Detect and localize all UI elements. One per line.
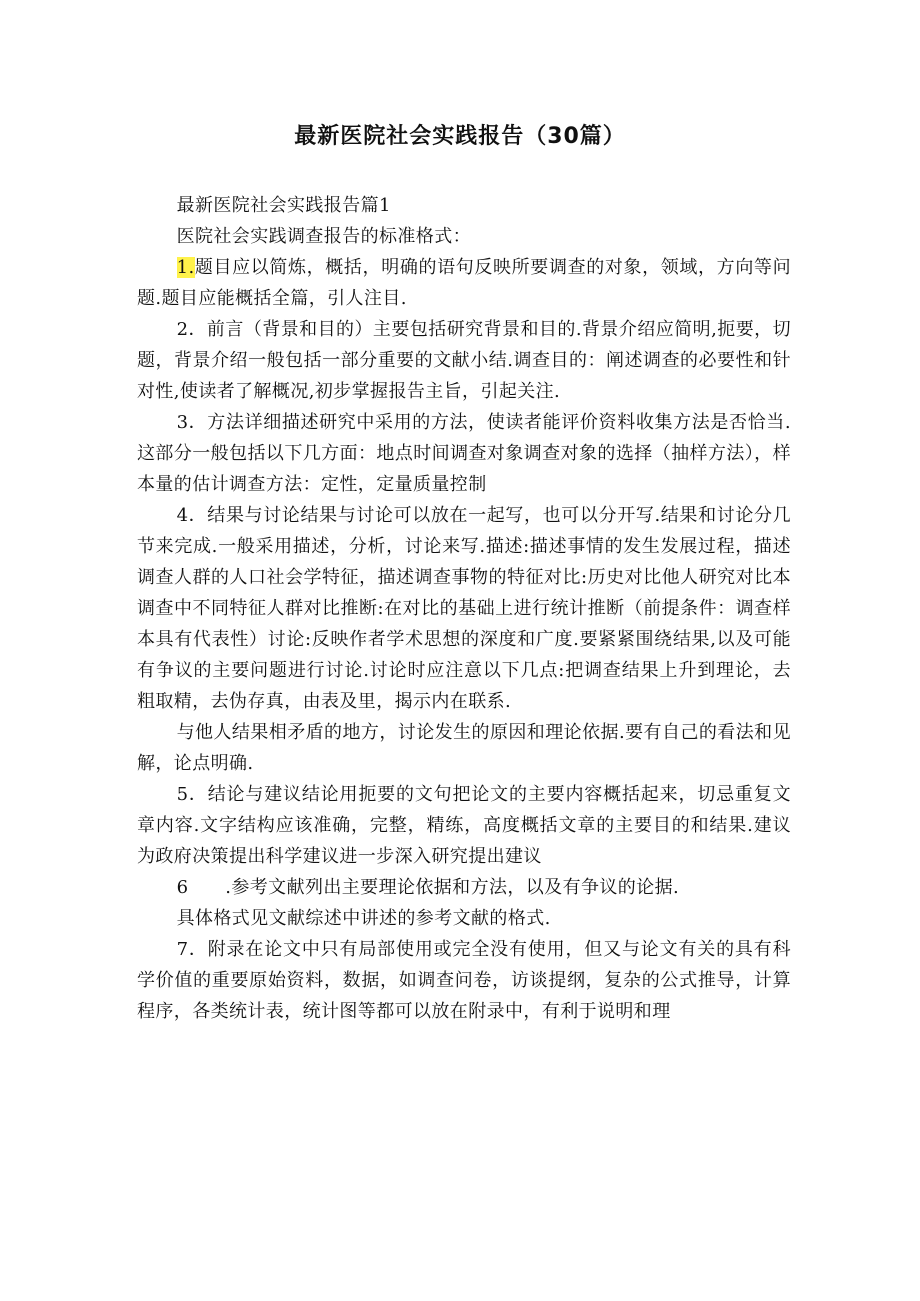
paragraph-item-4: 4．结果与讨论结果与讨论可以放在一起写，也可以分开写.结果和讨论分几节来完成.一般采用描述，分析，讨论来写.描述:描述事情的发生发展过程，描述调查人群的人口社会学特征，描述调查事物的特征对比:历史对比他人研究对比本调查中不同特征人群对比推断:在对比的基础上进行统计推断（前提条件：调查样本具有代表性）讨论:反映作者学术思想的深度和广度.要紧紧围绕结果,以及可能有争议的主要问题进行讨论.讨论时应注意以下几点:把调查结果上升到理论，去粗取精，去伪存真，由表及里，揭示内在联系. bbox=[137, 505, 791, 712]
paragraph-item-1 bbox=[137, 252, 791, 314]
highlighted-marker: 1. bbox=[176, 257, 195, 278]
paragraph: 具体格式见文献综述中讲述的参考文献的格式. bbox=[176, 908, 551, 929]
document-body bbox=[137, 190, 791, 1027]
paragraph-item-5: 5．结论与建议结论用扼要的文句把论文的主要内容概括起来，切忌重复文章内容.文字结构应该准确，完整，精练，高度概括文章的主要目的和结果.建议为政府决策提出科学建议进一步深入研究提出建议 bbox=[137, 784, 791, 867]
section-heading: 最新医院社会实践报告篇1 bbox=[176, 195, 391, 216]
paragraph-item-7: 7．附录在论文中只有局部使用或完全没有使用，但又与论文有关的具有科学价值的重要原始资料，数据，如调查问卷，访谈提纲，复杂的公式推导，计算程序，各类统计表，统计图等都可以放在附录中，有利于说明和理 bbox=[137, 939, 791, 1022]
paragraph: 医院社会实践调查报告的标准格式： bbox=[176, 226, 471, 247]
paragraph-item-2: 2．前言（背景和目的）主要包括研究背景和目的.背景介绍应简明,扼要，切题，背景介绍一般包括一部分重要的文献小结.调查目的：阐述调查的必要性和针对性,使读者了解概况,初步掌握报告主旨，引起关注. bbox=[137, 319, 791, 402]
paragraph-item-6: 6 .参考文献列出主要理论依据和方法，以及有争议的论据. bbox=[176, 877, 680, 898]
paragraph-text: 题目应以简炼，概括，明确的语句反映所要调查的对象，领域，方向等问题.题目应能概括全篇，引人注目. bbox=[137, 257, 791, 309]
page-title: 最新医院社会实践报告（30篇） bbox=[294, 124, 626, 149]
paragraph: 与他人结果相矛盾的地方，讨论发生的原因和理论依据.要有自己的看法和见解，论点明确. bbox=[137, 722, 791, 774]
paragraph-item-3: 3．方法详细描述研究中采用的方法，使读者能评价资料收集方法是否恰当.这部分一般包括以下几方面：地点时间调查对象调查对象的选择（抽样方法），样本量的估计调查方法：定性，定量质量控制 bbox=[137, 412, 791, 495]
